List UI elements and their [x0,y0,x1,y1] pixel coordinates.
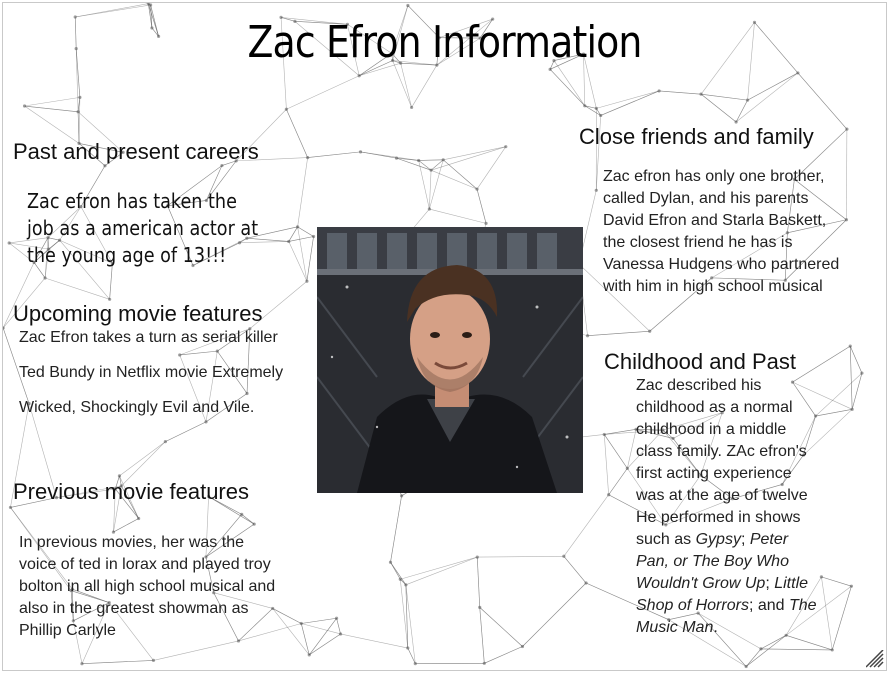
network-node [296,225,299,228]
network-line [477,556,564,557]
network-line [113,518,138,532]
network-node [562,555,565,558]
network-line [298,227,314,237]
network-line [484,646,522,663]
network-line [429,209,486,223]
network-line [477,189,486,223]
network-node [521,645,524,648]
network-line [401,63,412,107]
heading-childhood[interactable]: Childhood and Past [604,349,797,374]
network-line [431,170,477,189]
network-line [431,160,443,170]
slide-canvas[interactable] [2,2,887,671]
network-line [564,495,609,557]
heading-careers[interactable]: Past and present careers [13,139,259,164]
heading-previous[interactable]: Previous movie features [13,479,249,504]
network-line [852,373,862,409]
network-line [701,94,748,100]
network-line [390,496,401,562]
network-line [308,152,361,158]
show-little-shop: Little Shop of Horrors [636,575,809,614]
network-line [301,623,340,633]
network-line [309,634,340,655]
resize-grip-icon[interactable] [866,650,884,668]
network-line [609,468,628,494]
network-line [419,160,444,161]
network-line [390,562,405,585]
network-line [816,373,862,416]
childhood-intro: Zac described his childhood as a normal childhood in a middle class family. ZAc efron's first acting experience was at the age of twelve He performed in shows such as [636,377,808,548]
network-node [406,4,409,7]
network-line [25,106,79,112]
network-node [850,585,853,588]
network-line [480,607,485,663]
network-line [82,660,153,663]
network-node [428,207,431,210]
network-line [604,434,608,494]
network-line [477,557,479,607]
portrait-photo[interactable] [317,227,583,493]
network-line [736,100,747,122]
text-upcoming[interactable]: Zac Efron takes a turn as serial killer Ted Bundy in Netflix movie Extremely Wicked, Shockingly Evil and Vile. [19,329,284,416]
network-line [153,641,238,660]
show-gypsy: Gypsy [695,531,741,548]
network-line [361,152,419,161]
network-node [78,96,81,99]
network-node [118,474,121,477]
show-music-man: The Music Man [636,597,817,636]
network-line [746,635,786,666]
heading-friends[interactable]: Close friends and family [579,124,814,149]
network-node [149,3,152,6]
separator: ; [765,575,775,592]
network-line [301,618,336,623]
network-node [504,145,507,148]
network-line [341,634,408,648]
network-line [604,429,636,434]
network-line [821,577,851,586]
network-line [585,106,601,116]
network-line [736,73,798,122]
network-line [406,557,477,585]
network-line [821,577,832,650]
network-line [850,346,862,373]
network-line [289,236,314,241]
network-line [601,91,659,116]
network-line [298,227,307,281]
network-line [25,106,79,143]
network-node [164,440,167,443]
network-node [308,653,311,656]
network-line [604,434,627,468]
network-line [289,227,298,242]
network-node [305,280,308,283]
network-line [746,649,761,667]
show-peter-pan: Peter Pan, or The Boy Who Wouldn't Grow Up [636,531,789,592]
network-line [832,586,851,650]
network-node [414,662,417,665]
network-line [431,147,506,171]
network-line [480,607,523,646]
network-line [588,331,650,335]
network-line [400,557,477,579]
network-node [410,106,413,109]
network-node [80,662,83,665]
network-node [8,241,11,244]
network-node [399,578,402,581]
text-previous[interactable]: In previous movies, her was the voice of ted in lorax and played troy bolton in all high school musical and also in the greatest showman as Phillip Carlyle [19,534,276,639]
network-line [45,278,110,299]
network-node [599,114,602,117]
network-line [25,97,80,106]
network-line [443,160,477,189]
network-node [3,326,5,329]
network-line [390,562,400,579]
network-node [851,408,854,411]
page-title[interactable]: Zac Efron Information [247,17,642,68]
network-line [701,94,736,122]
network-line [550,69,585,105]
network-line [596,91,659,108]
text-friends[interactable]: Zac efron has only one brother, called Dylan, and his parents David Efron and Starla Baskett, the closest friend he has is Vanessa Hudgens who partnered with him in high school musical [603,168,840,295]
childhood-end: . [713,619,718,636]
network-line [522,583,586,646]
network-line [564,556,586,583]
network-line [850,346,852,409]
network-node [549,68,552,71]
separator: ; [740,531,750,548]
network-line [307,236,314,281]
network-line [286,76,359,110]
separator: ; and [748,597,789,614]
heading-upcoming[interactable]: Upcoming movie features [13,301,263,326]
network-line [412,65,437,107]
network-line [309,618,336,655]
network-line [627,429,636,468]
network-line [337,618,341,634]
portrait-image [317,227,583,493]
network-line [289,241,307,281]
text-careers[interactable]: Zac efron has taken the job as a american actor at the young age of 13!!! [27,189,259,267]
network-line [286,109,307,157]
network-line [75,5,150,17]
network-node [745,665,748,668]
network-line [798,73,847,129]
network-node [595,189,598,192]
network-line [477,147,506,189]
network-line [119,442,165,476]
network-line [443,147,506,160]
network-line [298,158,308,227]
network-line [748,73,798,100]
text-childhood[interactable] [636,375,822,639]
network-line [761,649,832,650]
network-line [659,91,701,94]
network-node [285,108,288,111]
